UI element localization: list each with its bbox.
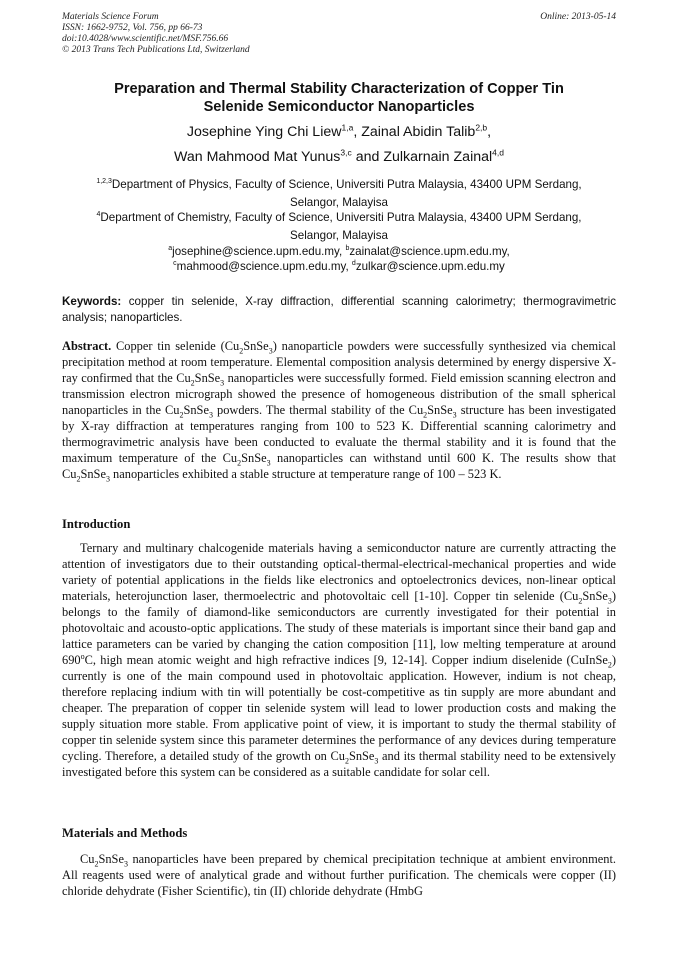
- email-c-marker: c: [173, 260, 177, 268]
- authors-line-1: Josephine Ying Chi Liew$^{1,a}$, Zainal Abidin Talib$^{2,b}$,: [186, 122, 492, 140]
- journal-name: Materials Science Forum: [62, 12, 159, 22]
- email-a-marker: a: [168, 245, 173, 253]
- affiliation-physics: [62, 176, 616, 212]
- abstract: Abstract. Copper tin selenide $(Cu_2SnSe_3)$ nanoparticle powders were successfully synthesized via chemical precipitation method at room temperature. Elemental composition analysis determined by energy dispersive X-ray confirmed that the $Cu_2SnSe_3$ nanoparticles were successfully formed. Field emission scanning electron and transmission electron micrograph showed the presence of homogeneous distribution of the small spherical nanoparticles in the $Cu_2SnSe_3$ powders. The thermal stability of the $Cu_2SnSe_3$ structure has been investigated by X-ray diffraction at temperatures ranging from 100 to 523 K. Differential scanning calorimetry and thermogravimetric analysis have been conducted to evaluate the thermal stability and it is found that the maximum temperature of the $Cu_2SnSe_3$ nanoparticles can withstand until 600 K. The results show that $Cu_2SnSe_3$ nanoparticles exhibited a stable structure at temperature range of 100 – 523 K.: [62, 339, 617, 484]
- email-a[interactable]: josephine@science.upm.edu.my,: [172, 245, 343, 258]
- authors-line-2: [62, 145, 616, 170]
- author-4: Zulkarnain Zainal: [383, 149, 493, 165]
- introduction-paragraph: Ternary and multinary chalcogenide materials having a semiconductor nature are currently attracting the attention of investigators due to their outstanding optical-thermal-electrical-mechanical properties and wide variety of potential applications in the fields like electronics and optoelectronics devices, non-linear optical materials, heterojunction laser, thermoelectric and photovoltaic cell [1-10]. Copper tin selenide $(Cu_2SnSe_3)$ belongs to the family of diamond-like semiconductors are currently investigated for their potential in photovoltaic and acousto-optic applications. The study of these materials is important since their band gap and lattice parameters can be varied by changing the cation composition [11], low melting temperature at around 690$^o$C, high mean atomic weight and high refractive indices [9, 12-14]. Copper indium diselenide (CuInSe$_2$) currently is one of the main compound used in photovoltaic application. However, indium is not cheap, therefore replacing indium with tin will potentially be cost-competitive as tin supply are more abundant and cheaper. The preparation of copper tin selenide system will lead to lower production costs and making the supply situation more stable. From applicative point of view, it is important to study the thermal stability of copper tin selenide system since this parameter determines the performance of any devices during temperature cycling. Therefore, a detailed study of the growth on $Cu_2SnSe_3$ and its thermal stability need to be extensively investigated before this system can be considered as a suitable candidate for solar cell.: [62, 541, 616, 779]
- affiliation-1-line-2: Selangor, Malayisa: [290, 196, 388, 209]
- methods-heading: Materials and Methods: [62, 826, 188, 840]
- journal-issn: ISSN: 1662-9752, Vol. 756, pp 66-73: [62, 23, 203, 33]
- title-line-1: Preparation and Thermal Stability Characterization of Copper Tin: [114, 81, 564, 97]
- methods-paragraph: $Cu_2SnSe_3$ nanoparticles have been prepared by chemical precipitation technique at ambient environment. All reagents used were of analytical grade and without further purification. The chemicals were copper (II) chloride dehydrate (Fisher Scientific), tin (II) chloride dehydrate (HmbG: [62, 852, 616, 898]
- affiliation-1-line-1: Department of Physics, Faculty of Science, Universiti Putra Malaysia, 43400 UPM Serdang,: [111, 178, 582, 191]
- keywords-label: Keywords:: [62, 295, 122, 308]
- author-1: Josephine Ying Chi Liew: [186, 124, 342, 140]
- journal-copyright: © 2013 Trans Tech Publications Ltd, Switzerland: [62, 45, 250, 55]
- author-4-affil: 4,d: [492, 147, 504, 158]
- email-d-marker: d: [351, 260, 356, 268]
- email-list: [62, 244, 616, 274]
- keywords-text: copper tin selenide, X-ray diffraction, differential scanning calorimetry; thermogravimetric analysis; nanoparticles.: [62, 295, 616, 324]
- author-2-affil: 2,b: [475, 122, 488, 133]
- journal-doi: doi:10.4028/www.scientific.net/MSF.756.66: [62, 34, 229, 44]
- email-b-marker: b: [345, 245, 350, 253]
- journal-header: [62, 12, 616, 56]
- email-c[interactable]: mahmood@science.upm.edu.my,: [176, 260, 349, 273]
- affiliation-chemistry: [62, 209, 616, 245]
- online-date: Online: 2013-05-14: [540, 12, 616, 22]
- affiliation-2-line-1: Department of Chemistry, Faculty of Science, Universiti Putra Malaysia, 43400 UPM Serdang,: [100, 211, 582, 224]
- title-line-2: Selenide Semiconductor Nanoparticles: [203, 99, 475, 115]
- introduction-heading: Introduction: [62, 517, 131, 531]
- author-list: [62, 120, 616, 170]
- author-1-affil: 1,a: [341, 122, 354, 133]
- author-3-affil: 3,c: [340, 147, 352, 158]
- author-3: Wan Mahmood Mat Yunus: [174, 149, 341, 165]
- email-d[interactable]: zulkar@science.upm.edu.my: [355, 260, 505, 273]
- author-conjunction: and: [355, 149, 380, 165]
- abstract-label: Abstract.: [62, 339, 112, 353]
- affiliation-1-marker: 1,2,3: [96, 178, 112, 186]
- keywords: [62, 294, 616, 326]
- affiliation-2-line-2: Selangor, Malayisa: [290, 229, 388, 242]
- author-2: Zainal Abidin Talib: [361, 124, 476, 140]
- paper-title: [62, 80, 616, 116]
- affiliation-2-marker: 4: [96, 211, 101, 219]
- email-b[interactable]: zainalat@science.upm.edu.my,: [349, 245, 510, 258]
